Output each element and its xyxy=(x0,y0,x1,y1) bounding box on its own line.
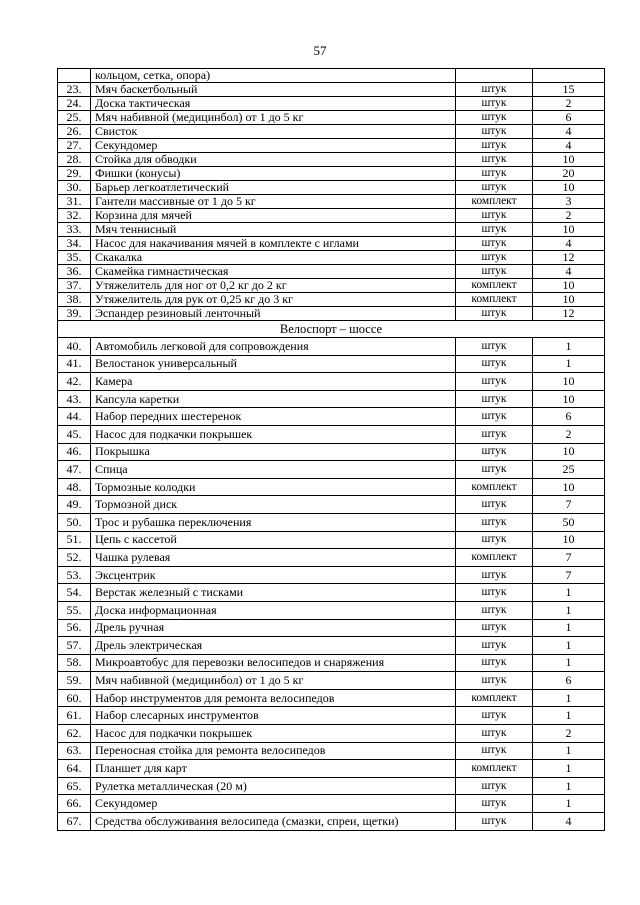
item-quantity: 12 xyxy=(533,307,605,321)
item-quantity: 6 xyxy=(533,111,605,125)
item-name: Насос для подкачки покрышек xyxy=(91,425,456,443)
item-unit: комплект xyxy=(456,760,533,778)
item-unit: штук xyxy=(456,223,533,237)
item-unit: штук xyxy=(456,97,533,111)
item-name: Набор слесарных инструментов xyxy=(91,707,456,725)
item-unit: штук xyxy=(456,181,533,195)
table-row xyxy=(58,531,605,549)
row-number: 46. xyxy=(58,443,91,461)
item-quantity: 10 xyxy=(533,443,605,461)
item-quantity: 7 xyxy=(533,566,605,584)
item-name: Мяч баскетбольный xyxy=(91,83,456,97)
table-row xyxy=(58,223,605,237)
item-name: Чашка рулевая xyxy=(91,549,456,567)
item-name: Гантели массивные от 1 до 5 кг xyxy=(91,195,456,209)
item-name: Утяжелитель для ног от 0,2 кг до 2 кг xyxy=(91,279,456,293)
item-quantity: 10 xyxy=(533,390,605,408)
item-quantity: 25 xyxy=(533,461,605,479)
item-unit: штук xyxy=(456,496,533,514)
item-name: Скакалка xyxy=(91,251,456,265)
row-number: 50. xyxy=(58,513,91,531)
row-number: 54. xyxy=(58,584,91,602)
item-unit: штук xyxy=(456,795,533,813)
item-name: Набор передних шестеренок xyxy=(91,408,456,426)
item-unit: штук xyxy=(456,425,533,443)
row-number: 28. xyxy=(58,153,91,167)
row-number: 44. xyxy=(58,408,91,426)
row-number: 31. xyxy=(58,195,91,209)
item-name: Переносная стойка для ремонта велосипедов xyxy=(91,742,456,760)
table-row xyxy=(58,307,605,321)
row-number: 57. xyxy=(58,637,91,655)
row-number: 34. xyxy=(58,237,91,251)
row-number: 66. xyxy=(58,795,91,813)
table-row xyxy=(58,373,605,391)
item-name: Секундомер xyxy=(91,139,456,153)
row-number: 29. xyxy=(58,167,91,181)
item-unit: штук xyxy=(456,338,533,356)
item-quantity: 1 xyxy=(533,777,605,795)
item-unit: штук xyxy=(456,777,533,795)
item-quantity: 7 xyxy=(533,496,605,514)
item-quantity: 10 xyxy=(533,531,605,549)
item-quantity: 50 xyxy=(533,513,605,531)
item-unit: штук xyxy=(456,209,533,223)
item-name: Доска информационная xyxy=(91,601,456,619)
row-number: 51. xyxy=(58,531,91,549)
table-row xyxy=(58,461,605,479)
row-number: 24. xyxy=(58,97,91,111)
item-name: Верстак железный с тисками xyxy=(91,584,456,602)
table-row xyxy=(58,619,605,637)
item-unit: комплект xyxy=(456,549,533,567)
table-row xyxy=(58,601,605,619)
item-quantity: 1 xyxy=(533,689,605,707)
item-name: Дрель электрическая xyxy=(91,637,456,655)
item-quantity: 1 xyxy=(533,795,605,813)
table-row xyxy=(58,496,605,514)
table-row xyxy=(58,425,605,443)
row-number: 53. xyxy=(58,566,91,584)
item-name: кольцом, сетка, опора) xyxy=(91,69,456,83)
item-name: Средства обслуживания велосипеда (смазки, спреи, щетки) xyxy=(91,813,456,831)
item-unit: штук xyxy=(456,584,533,602)
row-number: 41. xyxy=(58,355,91,373)
table-row xyxy=(58,760,605,778)
item-name: Фишки (конусы) xyxy=(91,167,456,181)
item-name: Скамейка гимнастическая xyxy=(91,265,456,279)
item-unit: штук xyxy=(456,111,533,125)
item-unit: штук xyxy=(456,637,533,655)
row-number: 25. xyxy=(58,111,91,125)
item-name: Рулетка металлическая (20 м) xyxy=(91,777,456,795)
table-row xyxy=(58,689,605,707)
item-name: Эксцентрик xyxy=(91,566,456,584)
item-unit: штук xyxy=(456,153,533,167)
item-unit: штук xyxy=(456,443,533,461)
row-number: 58. xyxy=(58,654,91,672)
table-row xyxy=(58,637,605,655)
table-row xyxy=(58,355,605,373)
item-unit: комплект xyxy=(456,279,533,293)
item-name: Камера xyxy=(91,373,456,391)
item-unit: штук xyxy=(456,742,533,760)
table-row xyxy=(58,293,605,307)
item-quantity: 10 xyxy=(533,373,605,391)
item-unit: штук xyxy=(456,125,533,139)
item-name: Барьер легкоатлетический xyxy=(91,181,456,195)
item-quantity: 7 xyxy=(533,549,605,567)
table-row xyxy=(58,279,605,293)
item-unit: комплект xyxy=(456,689,533,707)
row-number: 67. xyxy=(58,813,91,831)
row-number: 49. xyxy=(58,496,91,514)
table-row xyxy=(58,478,605,496)
item-name: Микроавтобус для перевозки велосипедов и снаряжения xyxy=(91,654,456,672)
row-number: 64. xyxy=(58,760,91,778)
item-unit: штук xyxy=(456,813,533,831)
table-row xyxy=(58,139,605,153)
item-quantity: 2 xyxy=(533,209,605,223)
item-name: Утяжелитель для рук от 0,25 кг до 3 кг xyxy=(91,293,456,307)
table-row xyxy=(58,672,605,690)
table-row xyxy=(58,153,605,167)
row-number: 63. xyxy=(58,742,91,760)
item-name: Набор инструментов для ремонта велосипедов xyxy=(91,689,456,707)
table-row xyxy=(58,181,605,195)
item-unit: штук xyxy=(456,251,533,265)
table-row xyxy=(58,513,605,531)
item-quantity: 1 xyxy=(533,707,605,725)
table-row xyxy=(58,125,605,139)
item-name: Мяч набивной (медицинбол) от 1 до 5 кг xyxy=(91,111,456,125)
item-name: Тормозные колодки xyxy=(91,478,456,496)
item-quantity: 1 xyxy=(533,601,605,619)
item-quantity: 2 xyxy=(533,97,605,111)
row-number xyxy=(58,69,91,83)
item-name: Свисток xyxy=(91,125,456,139)
table-row xyxy=(58,338,605,356)
table-row xyxy=(58,443,605,461)
row-number: 33. xyxy=(58,223,91,237)
item-quantity: 1 xyxy=(533,760,605,778)
item-quantity: 1 xyxy=(533,742,605,760)
row-number: 39. xyxy=(58,307,91,321)
item-quantity: 6 xyxy=(533,408,605,426)
table-row xyxy=(58,83,605,97)
item-unit: штук xyxy=(456,167,533,181)
row-number: 36. xyxy=(58,265,91,279)
table-row xyxy=(58,195,605,209)
table-row xyxy=(58,742,605,760)
item-unit: штук xyxy=(456,672,533,690)
item-unit xyxy=(456,69,533,83)
row-number: 27. xyxy=(58,139,91,153)
item-name: Доска тактическая xyxy=(91,97,456,111)
row-number: 56. xyxy=(58,619,91,637)
item-quantity: 4 xyxy=(533,813,605,831)
item-name: Велостанок универсальный xyxy=(91,355,456,373)
item-unit: штук xyxy=(456,619,533,637)
item-quantity: 12 xyxy=(533,251,605,265)
row-number: 37. xyxy=(58,279,91,293)
table-row xyxy=(58,795,605,813)
row-number: 23. xyxy=(58,83,91,97)
item-unit: штук xyxy=(456,139,533,153)
item-unit: штук xyxy=(456,707,533,725)
item-quantity: 20 xyxy=(533,167,605,181)
row-number: 32. xyxy=(58,209,91,223)
item-unit: штук xyxy=(456,461,533,479)
item-quantity: 10 xyxy=(533,279,605,293)
equipment-table xyxy=(57,68,605,831)
row-number: 61. xyxy=(58,707,91,725)
section-title: Велоспорт – шоссе xyxy=(58,321,605,338)
item-name: Покрышка xyxy=(91,443,456,461)
row-number: 40. xyxy=(58,338,91,356)
item-quantity: 10 xyxy=(533,153,605,167)
item-name: Секундомер xyxy=(91,795,456,813)
item-quantity: 1 xyxy=(533,355,605,373)
item-quantity: 10 xyxy=(533,293,605,307)
table-row xyxy=(58,111,605,125)
item-quantity: 2 xyxy=(533,725,605,743)
item-quantity: 4 xyxy=(533,265,605,279)
row-number: 43. xyxy=(58,390,91,408)
table-row xyxy=(58,566,605,584)
item-name: Трос и рубашка переключения xyxy=(91,513,456,531)
item-quantity: 4 xyxy=(533,125,605,139)
item-unit: комплект xyxy=(456,195,533,209)
table-row xyxy=(58,725,605,743)
item-name: Спица xyxy=(91,461,456,479)
table-row xyxy=(58,408,605,426)
table-row xyxy=(58,97,605,111)
row-number: 42. xyxy=(58,373,91,391)
item-quantity: 10 xyxy=(533,181,605,195)
item-name: Тормозной диск xyxy=(91,496,456,514)
table-row xyxy=(58,584,605,602)
item-quantity: 1 xyxy=(533,584,605,602)
item-name: Капсула каретки xyxy=(91,390,456,408)
item-quantity: 1 xyxy=(533,654,605,672)
item-unit: штук xyxy=(456,83,533,97)
item-quantity xyxy=(533,69,605,83)
item-quantity: 1 xyxy=(533,637,605,655)
item-unit: штук xyxy=(456,531,533,549)
item-unit: штук xyxy=(456,355,533,373)
row-number: 55. xyxy=(58,601,91,619)
row-number: 35. xyxy=(58,251,91,265)
item-unit: комплект xyxy=(456,293,533,307)
table-row xyxy=(58,69,605,83)
item-unit: штук xyxy=(456,566,533,584)
table-row xyxy=(58,265,605,279)
table-row xyxy=(58,549,605,567)
item-unit: штук xyxy=(456,513,533,531)
row-number: 48. xyxy=(58,478,91,496)
row-number: 26. xyxy=(58,125,91,139)
table-row xyxy=(58,167,605,181)
item-name: Насос для накачивания мячей в комплекте с иглами xyxy=(91,237,456,251)
row-number: 45. xyxy=(58,425,91,443)
row-number: 60. xyxy=(58,689,91,707)
row-number: 30. xyxy=(58,181,91,195)
table-row xyxy=(58,237,605,251)
section-header-row xyxy=(58,321,605,338)
item-name: Стойка для обводки xyxy=(91,153,456,167)
item-name: Цепь с кассетой xyxy=(91,531,456,549)
item-quantity: 15 xyxy=(533,83,605,97)
item-unit: штук xyxy=(456,408,533,426)
item-name: Автомобиль легковой для сопровождения xyxy=(91,338,456,356)
item-quantity: 3 xyxy=(533,195,605,209)
item-quantity: 2 xyxy=(533,425,605,443)
table-row xyxy=(58,654,605,672)
item-quantity: 4 xyxy=(533,139,605,153)
table-row xyxy=(58,813,605,831)
row-number: 52. xyxy=(58,549,91,567)
item-quantity: 6 xyxy=(533,672,605,690)
item-unit: комплект xyxy=(456,478,533,496)
item-quantity: 1 xyxy=(533,338,605,356)
item-unit: штук xyxy=(456,373,533,391)
row-number: 62. xyxy=(58,725,91,743)
item-unit: штук xyxy=(456,725,533,743)
item-name: Корзина для мячей xyxy=(91,209,456,223)
table-row xyxy=(58,777,605,795)
page-number: 57 xyxy=(313,43,327,58)
item-name: Мяч теннисный xyxy=(91,223,456,237)
item-unit: штук xyxy=(456,390,533,408)
item-name: Эспандер резиновый ленточный xyxy=(91,307,456,321)
item-unit: штук xyxy=(456,237,533,251)
item-name: Планшет для карт xyxy=(91,760,456,778)
item-unit: штук xyxy=(456,654,533,672)
item-quantity: 10 xyxy=(533,478,605,496)
item-quantity: 1 xyxy=(533,619,605,637)
item-unit: штук xyxy=(456,601,533,619)
table-row xyxy=(58,707,605,725)
item-quantity: 4 xyxy=(533,237,605,251)
item-unit: штук xyxy=(456,265,533,279)
table-row xyxy=(58,251,605,265)
item-quantity: 10 xyxy=(533,223,605,237)
row-number: 59. xyxy=(58,672,91,690)
table-row xyxy=(58,209,605,223)
item-unit: штук xyxy=(456,307,533,321)
row-number: 47. xyxy=(58,461,91,479)
table-row xyxy=(58,390,605,408)
item-name: Мяч набивной (медицинбол) от 1 до 5 кг xyxy=(91,672,456,690)
item-name: Насос для подкачки покрышек xyxy=(91,725,456,743)
row-number: 65. xyxy=(58,777,91,795)
row-number: 38. xyxy=(58,293,91,307)
item-name: Дрель ручная xyxy=(91,619,456,637)
